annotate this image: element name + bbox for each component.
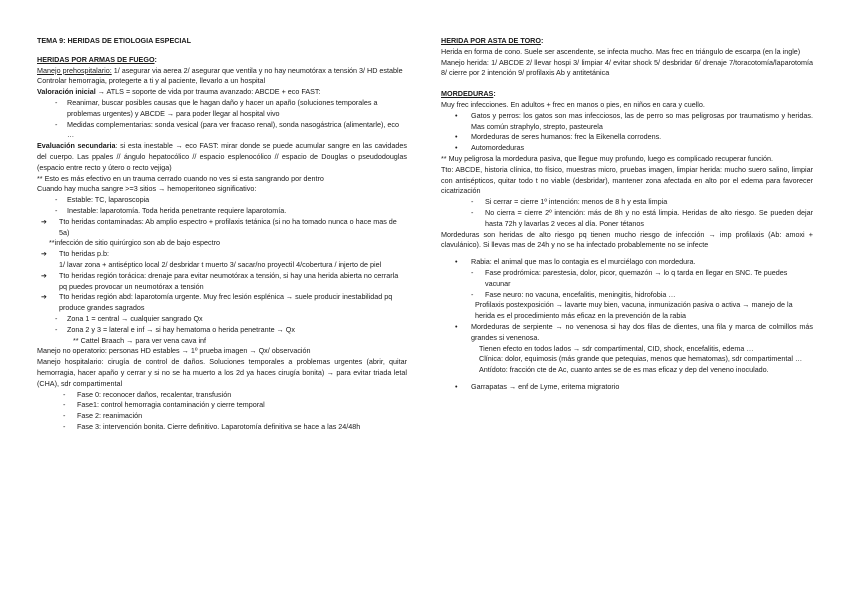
list-item-text: Inestable: laparotomía. Toda herida penetrante requiere laparotomía. — [67, 205, 287, 215]
list-item-text: Garrapatas → enf de Lyme, eritema migratorio — [471, 381, 620, 391]
prehosp-text: 1/ asegurar via aerea 2/ asegurar que ventila y no hay neumotórax a tensión 3/ HD estable — [111, 65, 403, 75]
list-item-text: No cierra = cierre 2º intención: más de 8h y no está limpia. Heridas de alto riesgo. Se pueden dejar hasta 72h y lavarlas 2 veces al día. Poner tétanos — [485, 207, 813, 228]
mord-intro: Muy frec infecciones. En adultos + frec en manos o pies, en niños en cara y cuello. — [441, 99, 705, 109]
list-item-text: Tto heridas p.b: — [59, 249, 109, 259]
section-heading-text: HERIDAS POR ARMAS DE FUEGO — [37, 54, 155, 64]
list-item-text: Gatos y perros: los gatos son mas infecciosos, las de perro so mas peligrosas por traumatismo y heridas. Mas común straphylo, strepto, pasteurela — [471, 110, 813, 131]
profilaxis-paragraph: Profilaxis postexposición → lavarte muy bien, vacuna, inmunización pasiva o activa → manejo de la herida es el procedimiento más eficaz en la prevención de la rabia — [475, 300, 793, 321]
list-item — [37, 325, 407, 336]
dash-marker: - — [55, 324, 58, 334]
infeccion-note: **infección de sitio quirúrgico son ab de bajo espectro — [49, 238, 221, 248]
dash-marker: - — [471, 267, 474, 277]
prehosp-label: Manejo prehospitalario: — [37, 65, 112, 75]
list-item-text: Tto heridas región torácica: drenaje para evitar neumotórax a tensión, si hay una herida abierta no cerrarla pq puedes provocar un neumotórax a tensión — [59, 270, 399, 291]
list-item — [441, 268, 813, 290]
bullet-dot-icon: • — [455, 381, 458, 391]
dash-marker: - — [63, 411, 66, 421]
list-item-text: Mordeduras de serpiente → no venenosa si hay dos filas de dientes, una fila y marca de colmillos más grandes si venenosa. — [471, 321, 813, 342]
list-item — [37, 271, 407, 293]
dash-marker: - — [55, 195, 58, 205]
arrow-bullet-icon: ➔ — [41, 292, 48, 302]
dash-marker: - — [63, 400, 66, 410]
bullet-dot-icon: • — [455, 132, 458, 142]
list-item — [441, 382, 813, 393]
list-item-text: Si cerrar = cierre 1º intención: menos de 8 h y esta limpia — [485, 197, 668, 207]
bullet-dot-icon: • — [455, 257, 458, 267]
section-heading-mordeduras — [441, 89, 813, 100]
secundaria-paragraph — [37, 141, 407, 173]
dash-marker: - — [55, 205, 58, 215]
list-item-text: Automordeduras — [471, 143, 525, 153]
list-item — [441, 197, 813, 208]
dash-marker: - — [471, 289, 474, 299]
tto-paragraph: Tto: ABCDE, historia clínica, tto físico, muestras micro, pruebas imagen, limpiar herida: mucho suero salino, limpiar con antisépticos, quitar todo t no viable (desbridar), mantener zona afectada en alto por el edema para favorecer cicatrización — [441, 164, 813, 196]
arrow-bullet-icon: ➔ — [41, 249, 48, 259]
dash-marker: - — [55, 313, 58, 323]
dash-marker: - — [55, 119, 58, 129]
asta-description: Herida en forma de cono. Suele ser ascendente, se infecta mucho. Mas frec en triángulo de escarpa (en la ingle) — [441, 46, 801, 56]
list-item-text: Fase 0: reconocer daños, recalentar, transfusión — [77, 389, 232, 399]
list-item — [37, 120, 407, 142]
cattel-note: ** Cattel Braach → para ver vena cava inf — [73, 335, 207, 345]
list-item-text: Fase neuro: no vacuna, encefalitis, meningitis, hidrofobia … — [485, 289, 676, 299]
heading-colon: : — [540, 36, 544, 45]
dash-marker: - — [63, 389, 66, 399]
nota-fast: ** Esto es más efectivo en un trauma cerrado cuando no ves si esta sangrando por dentro — [37, 173, 324, 183]
clinica-line: Clínica: dolor, equimosis (más grande que petequias, menos que hematomas), sdr compartimental … — [479, 354, 803, 364]
section-heading-text: HERIDA POR ASTA DE TORO — [441, 36, 541, 45]
valoracion-label: Valoración inicial — [37, 87, 96, 97]
hospitalario-paragraph: Manejo hospitalario: cirugía de control de daños. Soluciones temporales a problemas urgentes (abrir, quitar hemorragia, hacer apaño y cerrar y si no se ha muerto a los 2d ya haces cirugía bonita) → para evitar triada letal (CHA), sdr compartimental — [37, 357, 407, 388]
list-item — [441, 257, 813, 268]
list-item-text: Medidas complementarias: sonda vesical (para ver fracaso renal), sonda nasogástrica (alimentarle), eco … — [67, 119, 399, 140]
mucha-sangre-line: Cuando hay mucha sangre >=3 sitios → hemoperitoneo significativo: — [37, 184, 257, 194]
list-item-text: Tto heridas contaminadas: Ab amplio espectro + profilaxis tetánica (si no ha tomado nunca o hace mas de 5a) — [59, 216, 397, 237]
dash-marker: - — [55, 97, 58, 107]
page-title: TEMA 9: HERIDAS DE ETIOLOGIA ESPECIAL — [37, 36, 192, 45]
efecto-line: Tienen efecto en todos lados → sdr compartimental, CID, shock, encefalitis, edema … — [479, 343, 754, 353]
section-heading-asta-toro — [441, 36, 813, 47]
list-item — [441, 132, 813, 143]
list-item-text: Reanimar, buscar posibles causas que le hagan daño y hacer un apaño (soluciones temporales a problemas urgentes) y ABCDE → para poder llegar al hospital vivo — [67, 97, 378, 118]
list-item-text: Tto heridas región abd: laparotomía urgente. Muy frec lesión esplénica → suele producir inestabilidad pq produce grandes sagrados — [59, 292, 393, 313]
no-operatorio-line: Manejo no operatorio: personas HD estables → 1º prueba imagen → Qx/ observación — [37, 346, 311, 356]
list-item — [441, 111, 813, 133]
list-item — [37, 422, 407, 433]
right-column — [441, 36, 813, 393]
antidoto-line: Antídoto: fracción cte de Ac, cuanto antes se de es mas eficaz y dep del veneno inoculado. — [479, 365, 769, 375]
list-item-text: Zona 2 y 3 = lateral e inf → si hay hematoma o herida penetrante → Qx — [67, 324, 295, 334]
list-item — [37, 292, 407, 314]
section-heading-text: MORDEDURAS — [441, 89, 494, 99]
arrow-bullet-icon: ➔ — [41, 270, 48, 280]
list-item — [37, 390, 407, 401]
secundaria-text: : si esta inestable → eco FAST: mirar donde se puede acumular sangre en las cavidades del cuerpo. Las ppales // ángulo hepatocólico // espacio esplenocólico // espacio de Douglas o pseudodouglas (espacio entre recto y útero o recto vejiga) — [37, 141, 407, 172]
dash-marker: - — [63, 421, 66, 431]
list-item — [37, 400, 407, 411]
heading-colon: : — [493, 89, 496, 99]
valoracion-text: → ATLS = soporte de vida por trauma avanzado: ABCDE + eco FAST: — [95, 87, 321, 97]
list-item — [37, 314, 407, 325]
section-heading-armas-fuego — [37, 55, 407, 66]
list-item-text: Mordeduras de seres humanos: frec la Eikenella corrodens. — [471, 132, 662, 142]
bullet-dot-icon: • — [455, 321, 458, 331]
list-item-text: Fase 3: intervención bonita. Cierre definitivo. Laparotomía definitiva se hace a las 24/48h — [77, 421, 361, 431]
pb-steps: 1/ lavar zona + antiséptico local 2/ desbridar t muerto 3/ sacar/no proyectil 4/cobertura / injerto de piel — [59, 259, 382, 269]
list-item-text: Fase1: control hemorragia contaminación y cierre temporal — [77, 400, 265, 410]
list-item-text: Rabia: el animal que mas lo contagia es el murciélago con mordedura. — [471, 257, 696, 267]
list-item — [37, 217, 407, 239]
list-item-text: Fase 2: reanimación — [77, 411, 143, 421]
list-item — [37, 249, 407, 260]
list-item-text: Fase prodrómica: parestesia, dolor, picor, quemazón → lo q tarda en llegar en SNC. Te puedes vacunar — [485, 267, 788, 288]
list-item — [441, 322, 813, 344]
arrow-bullet-icon: ➔ — [41, 216, 48, 226]
list-item — [37, 195, 407, 206]
asta-manejo: Manejo herida: 1/ ABCDE 2/ llevar hospi 3/ limpiar 4/ evitar shock 5/ desbridar 6/ drenaje 7/toracotomía/laparotomía 8/ cierre por 2 intención 9/ profilaxis Ab y antitetánica — [441, 57, 813, 78]
secundaria-label: Evaluación secundaria — [37, 141, 116, 151]
list-item — [441, 290, 813, 301]
prehosp-paragraph — [37, 66, 407, 77]
bullet-dot-icon: • — [455, 143, 458, 153]
list-item-text: Estable: TC, laparoscopia — [67, 195, 150, 205]
alto-riesgo-paragraph: Mordeduras son heridas de alto riesgo pq tienen mucho riesgo de infección → imp profilaxis (Ab: amoxi + clavulánico). Si llevas mas de 24h y no se ha infectado probablemente no se infecte — [441, 229, 813, 250]
dash-marker: - — [471, 197, 474, 207]
list-item — [441, 143, 813, 154]
valoracion-line — [37, 87, 407, 98]
list-item — [37, 98, 407, 120]
left-column — [37, 36, 407, 433]
list-item — [37, 411, 407, 422]
list-item — [441, 208, 813, 230]
pasiva-note: ** Muy peligrosa la mordedura pasiva, que llegue muy profundo, luego es complicado recuperar función. — [441, 153, 774, 163]
bullet-dot-icon: • — [455, 110, 458, 120]
list-item — [37, 206, 407, 217]
list-item-text: Zona 1 = central → cualquier sangrado Qx — [67, 313, 203, 323]
dash-marker: - — [471, 207, 474, 217]
heading-colon: : — [154, 54, 157, 64]
hemorragia-line: Controlar hemorragia, protegerte a ti y al paciente, llevarlo a un hospital — [37, 76, 266, 86]
